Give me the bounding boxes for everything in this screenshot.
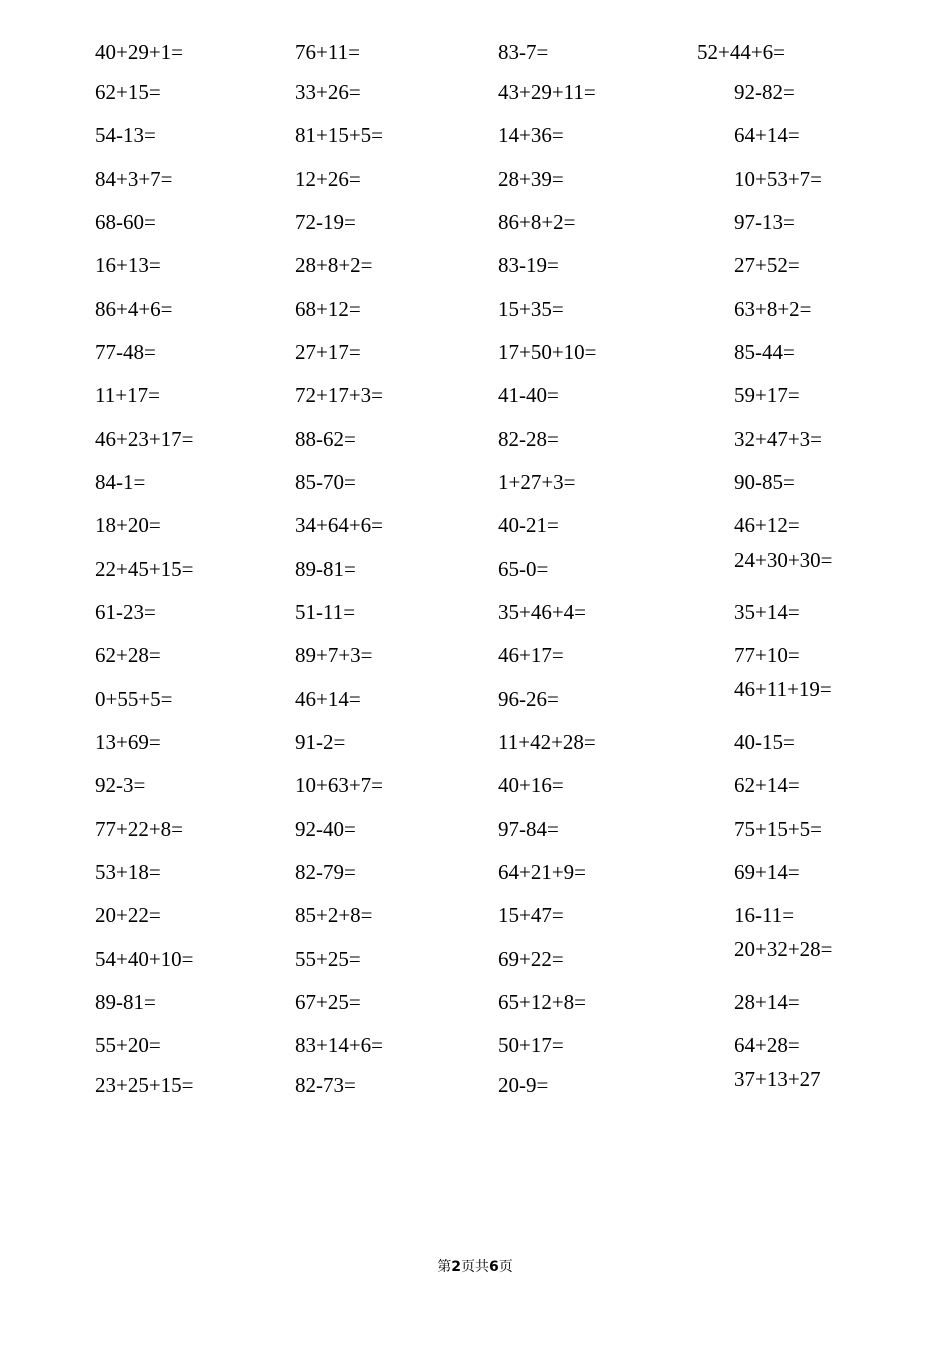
problem-r22-c1: 54+40+10= [95,947,194,971]
problem-r13-c1: 22+45+15= [95,557,194,581]
problem-r17-c3: 11+42+28= [498,730,596,754]
problem-r12-c1: 18+20= [95,513,161,537]
problem-r22-c2: 55+25= [295,947,361,971]
problem-r13-c2: 89-81= [295,557,356,581]
problem-r24-c1: 55+20= [95,1033,161,1057]
problem-r14-c2: 51-11= [295,600,356,624]
problem-r5-c4: 97-13= [734,210,795,234]
problem-r24-c3: 50+17= [498,1033,564,1057]
problem-r6-c1: 16+13= [95,253,161,277]
problem-r12-c3: 40-21= [498,513,559,537]
problem-r5-c2: 72-19= [295,210,356,234]
problem-r16-c1: 0+55+5= [95,687,173,711]
problem-r3-c4: 64+14= [734,123,800,147]
problem-r10-c3: 82-28= [498,427,559,451]
problem-r25-c4: 37+13+27 [734,1067,821,1091]
problem-r10-c1: 46+23+17= [95,427,194,451]
problem-r24-c2: 83+14+6= [295,1033,384,1057]
problem-r1-c1: 40+29+1= [95,40,184,64]
problem-r15-c2: 89+7+3= [295,643,373,667]
problem-r22-c4: 20+32+28= [734,937,833,961]
problem-r19-c2: 92-40= [295,817,356,841]
problem-r17-c1: 13+69= [95,730,161,754]
problem-r17-c2: 91-2= [295,730,346,754]
problem-r15-c3: 46+17= [498,643,564,667]
problem-r3-c3: 14+36= [498,123,564,147]
problem-r6-c2: 28+8+2= [295,253,373,277]
problem-r11-c1: 84-1= [95,470,146,494]
problem-r5-c1: 68-60= [95,210,156,234]
problem-r25-c3: 20-9= [498,1073,549,1097]
problem-r13-c4: 24+30+30= [734,548,833,572]
problem-r4-c1: 84+3+7= [95,167,173,191]
problem-r8-c2: 27+17= [295,340,361,364]
problem-r17-c4: 40-15= [734,730,795,754]
problem-r3-c1: 54-13= [95,123,156,147]
problem-r10-c2: 88-62= [295,427,356,451]
problem-r7-c2: 68+12= [295,297,361,321]
problem-r11-c4: 90-85= [734,470,795,494]
problem-r25-c1: 23+25+15= [95,1073,194,1097]
footer-middle: 页共 [461,1259,489,1275]
problem-r7-c4: 63+8+2= [734,297,812,321]
page-footer [0,1258,950,1276]
footer-prefix: 第 [437,1259,452,1275]
problem-r14-c4: 35+14= [734,600,800,624]
problem-r8-c4: 85-44= [734,340,795,364]
problem-r20-c3: 64+21+9= [498,860,587,884]
problem-r4-c2: 12+26= [295,167,361,191]
problem-r7-c1: 86+4+6= [95,297,173,321]
problem-r8-c1: 77-48= [95,340,156,364]
problem-r12-c4: 46+12= [734,513,800,537]
problem-r20-c1: 53+18= [95,860,161,884]
problem-r20-c4: 69+14= [734,860,800,884]
problem-r22-c3: 69+22= [498,947,564,971]
problem-r23-c3: 65+12+8= [498,990,587,1014]
problem-r6-c3: 83-19= [498,253,559,277]
problem-r6-c4: 27+52= [734,253,800,277]
problem-r16-c4: 46+11+19= [734,677,832,701]
problem-r5-c3: 86+8+2= [498,210,576,234]
problem-r13-c3: 65-0= [498,557,549,581]
problem-r24-c4: 64+28= [734,1033,800,1057]
problem-r1-c2: 76+11= [295,40,360,64]
problem-r10-c4: 32+47+3= [734,427,823,451]
problem-r19-c3: 97-84= [498,817,559,841]
footer-total-pages: 6 [489,1259,499,1275]
problem-r11-c3: 1+27+3= [498,470,576,494]
footer-suffix: 页 [498,1259,513,1275]
problem-r1-c3: 83-7= [498,40,549,64]
problem-r14-c3: 35+46+4= [498,600,587,624]
problem-r21-c3: 15+47= [498,903,564,927]
problem-r2-c3: 43+29+11= [498,80,596,104]
problem-r23-c1: 89-81= [95,990,156,1014]
problem-r19-c4: 75+15+5= [734,817,823,841]
problem-r9-c2: 72+17+3= [295,383,384,407]
problem-r9-c1: 11+17= [95,383,160,407]
problem-r4-c3: 28+39= [498,167,564,191]
problem-r2-c1: 62+15= [95,80,161,104]
problem-r7-c3: 15+35= [498,297,564,321]
problem-r8-c3: 17+50+10= [498,340,597,364]
problem-r15-c1: 62+28= [95,643,161,667]
problem-r21-c1: 20+22= [95,903,161,927]
problem-r18-c1: 92-3= [95,773,146,797]
problem-r20-c2: 82-79= [295,860,356,884]
problem-r14-c1: 61-23= [95,600,156,624]
problem-r25-c2: 82-73= [295,1073,356,1097]
problem-r2-c2: 33+26= [295,80,361,104]
problem-r23-c4: 28+14= [734,990,800,1014]
problem-r16-c3: 96-26= [498,687,559,711]
footer-current-page: 2 [451,1259,461,1275]
problem-r9-c3: 41-40= [498,383,559,407]
problem-r19-c1: 77+22+8= [95,817,184,841]
problem-r1-c4: 52+44+6= [697,40,786,64]
problem-r9-c4: 59+17= [734,383,800,407]
problem-r15-c4: 77+10= [734,643,800,667]
problem-r21-c2: 85+2+8= [295,903,373,927]
problem-r18-c2: 10+63+7= [295,773,384,797]
problem-r3-c2: 81+15+5= [295,123,384,147]
problem-r4-c4: 10+53+7= [734,167,823,191]
problem-r18-c4: 62+14= [734,773,800,797]
problem-r23-c2: 67+25= [295,990,361,1014]
problem-r16-c2: 46+14= [295,687,361,711]
problem-r11-c2: 85-70= [295,470,356,494]
problem-r12-c2: 34+64+6= [295,513,384,537]
problem-r2-c4: 92-82= [734,80,795,104]
problem-r18-c3: 40+16= [498,773,564,797]
problem-r21-c4: 16-11= [734,903,795,927]
